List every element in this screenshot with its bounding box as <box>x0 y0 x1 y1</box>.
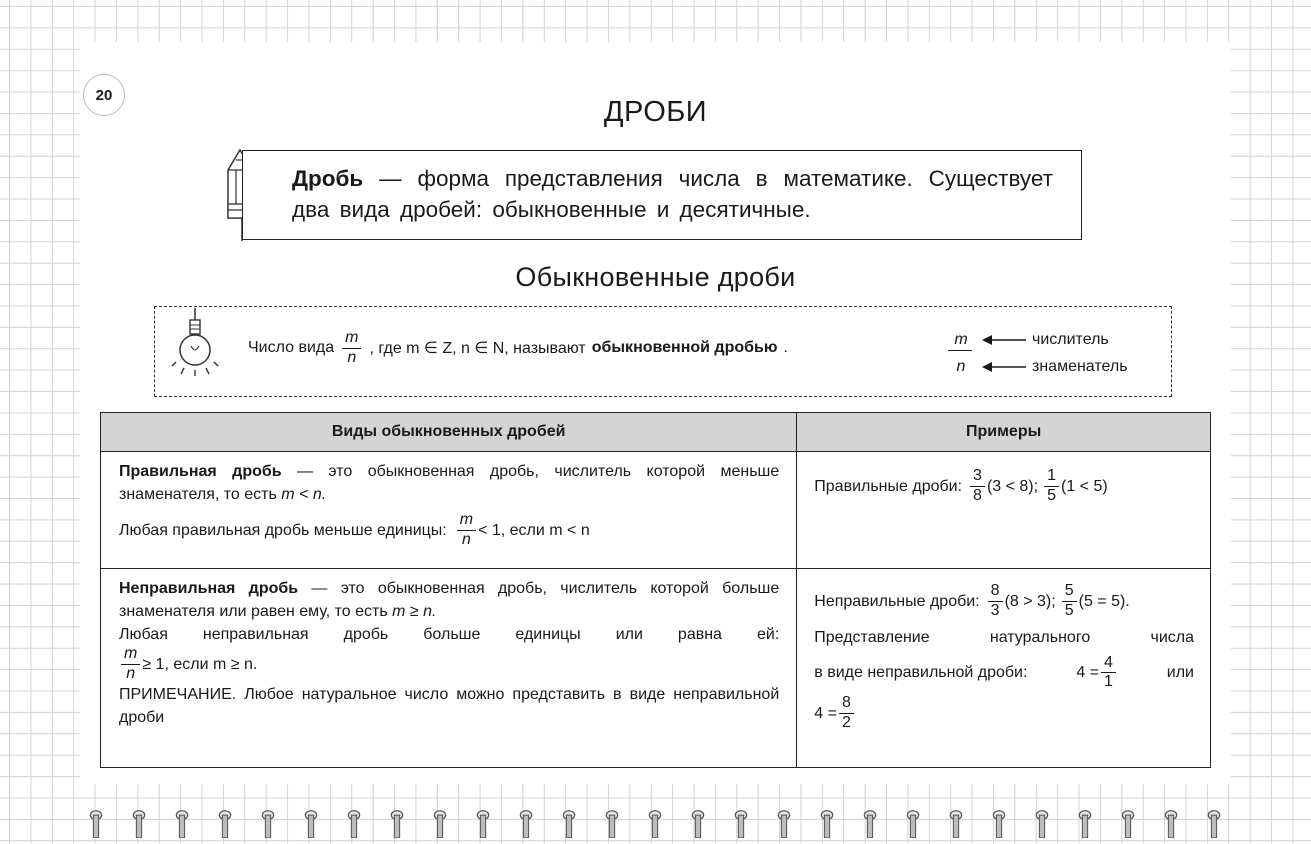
improper-fraction-description <box>101 569 797 768</box>
legend-denominator-label: знаменатель <box>1032 357 1128 375</box>
spiral-ring-icon <box>1207 808 1221 838</box>
spiral-ring-icon <box>734 808 748 838</box>
legend-denominator-letter: n <box>956 357 966 375</box>
fraction-denominator: n <box>347 348 357 366</box>
legend-numerator-letter: m <box>954 330 968 348</box>
fraction-numerator: m <box>342 330 361 349</box>
representation-text-2: в виде неправильной дроби: <box>814 664 1028 682</box>
proper-examples-line <box>814 468 1194 505</box>
representation-example-2 <box>814 695 1194 732</box>
table-header-examples: Примеры <box>797 413 1211 452</box>
spiral-ring-icon <box>390 808 404 838</box>
fraction-denominator: n <box>461 530 471 548</box>
proper-text: — это обыкновенная дробь, числитель которой меньше знаменателя, то есть <box>119 463 780 503</box>
fraction-m-n <box>342 330 361 367</box>
spiral-ring-icon <box>562 808 576 838</box>
proper-condition: m < n. <box>281 486 327 503</box>
fraction-numerator: 1 <box>1044 468 1059 487</box>
improper-fraction-examples <box>797 569 1211 768</box>
definition-box <box>242 150 1082 240</box>
improper-text: — это обыкновенная дробь, числитель которой больше знаменателя или равен ему, то есть <box>119 580 780 620</box>
spiral-ring-icon <box>132 808 146 838</box>
improper-rule-text: Любая неправильная дробь больше единицы или равна ей: <box>119 626 780 643</box>
definition-text: — форма представления числа в математике. Существует два вида дробей: обыкновенные и десятичные. <box>292 166 1053 222</box>
example-note: (5 = 5). <box>1078 592 1130 610</box>
table-header-types: Виды обыкновенных дробей <box>101 413 797 452</box>
example-note: (1 < 5) <box>1060 477 1108 495</box>
improper-examples-label: Неправильные дроби: <box>814 592 980 610</box>
section-subtitle: Обыкновенные дроби <box>515 262 796 292</box>
fraction-numerator: m <box>457 512 476 531</box>
repr-lhs: 4 = <box>814 704 837 722</box>
fraction-m-n <box>121 646 140 683</box>
page-number: 20 <box>83 74 125 116</box>
improper-definition <box>119 577 779 623</box>
spiral-ring-icon <box>605 808 619 838</box>
fraction-legend <box>948 326 1128 380</box>
fraction-numerator: 3 <box>970 468 985 487</box>
repr-or: или <box>1166 664 1194 682</box>
fraction-denominator: 1 <box>1104 673 1113 691</box>
info-before: Число вида <box>248 339 335 357</box>
table-row <box>101 569 1211 768</box>
spiral-ring-icon <box>476 808 490 838</box>
spiral-ring-icon <box>820 808 834 838</box>
proper-rule-after: < 1, если m < n <box>478 521 590 539</box>
fraction-3-8 <box>970 468 985 505</box>
table-row <box>101 452 1211 569</box>
fraction-denominator: 8 <box>973 486 982 504</box>
spiral-ring-icon <box>89 808 103 838</box>
spiral-ring-icon <box>347 808 361 838</box>
fraction-m-n <box>457 512 476 549</box>
info-bold-term: обыкновенной дробью <box>591 339 778 357</box>
fraction-8-3 <box>988 583 1003 620</box>
info-text <box>248 330 788 367</box>
fraction-4-1 <box>1101 655 1116 692</box>
proper-examples-label: Правильные дроби: <box>814 477 963 495</box>
proper-definition <box>119 460 779 506</box>
fraction-denominator: 5 <box>1047 486 1056 504</box>
fraction-8-2 <box>839 695 854 732</box>
spiral-ring-icon <box>1121 808 1135 838</box>
definition-term: Дробь <box>292 166 364 191</box>
fraction-denominator: 3 <box>990 601 1000 619</box>
improper-rule <box>119 646 779 683</box>
lightbulb-icon <box>170 308 220 380</box>
fraction-denominator: n <box>126 664 136 682</box>
fraction-numerator: 4 <box>1101 655 1116 674</box>
example-note: (8 > 3); <box>1004 592 1056 610</box>
spiral-ring-icon <box>992 808 1006 838</box>
representation-line <box>814 655 1194 692</box>
repr-lhs: 4 = <box>1076 664 1099 682</box>
fraction-numerator: 8 <box>839 695 854 714</box>
fraction-denominator: 5 <box>1064 601 1074 619</box>
fractions-table <box>100 412 1211 768</box>
proper-rule-text: Любая правильная дробь меньше единицы: <box>119 521 447 539</box>
example-note: (3 < 8); <box>986 477 1039 495</box>
improper-rule-after: ≥ 1, если m ≥ n. <box>142 655 258 673</box>
spiral-ring-icon <box>304 808 318 838</box>
improper-term: Неправильная дробь <box>119 580 299 597</box>
representation-text: Представление натурального числа <box>814 628 1194 646</box>
legend-numerator-label: числитель <box>1032 330 1109 348</box>
spiral-ring-icon <box>648 808 662 838</box>
spiral-ring-icon <box>175 808 189 838</box>
spiral-ring-icon <box>906 808 920 838</box>
spiral-ring-icon <box>949 808 963 838</box>
spiral-ring-icon <box>1164 808 1178 838</box>
spiral-ring-icon <box>519 808 533 838</box>
info-middle: , где m ∈ Z, n ∈ N, называют <box>369 340 586 358</box>
info-end: . <box>783 339 788 357</box>
arrow-left-icon <box>982 362 1026 372</box>
spiral-ring-icon <box>1035 808 1049 838</box>
fraction-numerator: 8 <box>988 583 1003 602</box>
proper-fraction-examples <box>797 452 1211 569</box>
fraction-numerator: m <box>121 646 140 665</box>
spiral-ring-icon <box>863 808 877 838</box>
fraction-denominator: 2 <box>841 713 851 731</box>
spiral-ring-icon <box>218 808 232 838</box>
spiral-ring-icon <box>433 808 447 838</box>
fraction-1-5 <box>1044 468 1059 505</box>
legend-fraction-bar <box>948 350 972 351</box>
page-title: ДРОБИ <box>603 96 708 128</box>
improper-examples-line <box>814 583 1194 620</box>
representation-example-1 <box>1076 655 1118 692</box>
spiral-ring-icon <box>261 808 275 838</box>
proper-term: Правильная дробь <box>119 463 282 480</box>
improper-condition: m ≥ n. <box>392 603 437 620</box>
spiral-ring-icon <box>1078 808 1092 838</box>
spiral-ring-icon <box>777 808 791 838</box>
proper-fraction-description <box>101 452 797 569</box>
proper-rule <box>119 512 779 549</box>
spiral-ring-icon <box>691 808 705 838</box>
arrow-left-icon <box>982 335 1026 345</box>
fraction-numerator: 5 <box>1062 583 1077 602</box>
fraction-5-5 <box>1062 583 1077 620</box>
improper-note: ПРИМЕЧАНИЕ. Любое натуральное число можно представить в виде неправильной дроби <box>119 685 780 726</box>
